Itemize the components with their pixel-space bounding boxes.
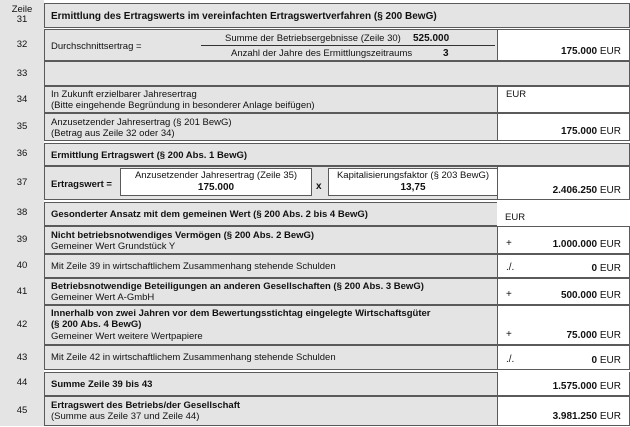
numerator-value: 525.000 (413, 33, 450, 44)
schulden-42-amount-field[interactable] (497, 345, 630, 370)
sign: + (506, 289, 512, 300)
currency: EUR (599, 239, 621, 250)
sign: ./. (506, 262, 515, 273)
box-label: Kapitalisierungsfaktor (§ 203 BewG) (336, 170, 490, 181)
summe-label: Summe Zeile 39 bis 43 (51, 379, 153, 390)
line-number: 44 (0, 370, 44, 397)
currency: EUR (599, 46, 621, 57)
amount: 1.575.000 (552, 381, 598, 392)
line-number: 37 (0, 166, 44, 201)
line-number: 35 (0, 113, 44, 142)
section-title: Ermittlung Ertragswert (§ 200 Abs. 1 BewG) (51, 150, 248, 161)
amount: 175.000 (560, 46, 598, 57)
currency: EUR (599, 263, 621, 274)
fraction-line (201, 45, 495, 46)
denominator-value: 3 (443, 48, 449, 59)
line-number: 34 (0, 86, 44, 114)
line-number: 43 (0, 345, 44, 371)
line-number: 36 (0, 141, 44, 167)
line-number: 33 (0, 61, 44, 87)
section-title-box (44, 202, 498, 226)
currency: EUR (599, 330, 621, 341)
schulden-42-label-box (44, 345, 498, 370)
label-line2: Gemeiner Wert Grundstück Y (51, 241, 176, 252)
label-line1b: (§ 200 Abs. 4 BewG) (51, 319, 142, 330)
beteiligungen-label-box (44, 278, 498, 305)
section-title-box (44, 143, 630, 166)
line-number: 41 (0, 278, 44, 306)
amount: 0 (591, 263, 598, 274)
beteiligungen-amount-field[interactable] (497, 278, 630, 305)
label-line2: Gemeiner Wert A-GmbH (51, 292, 155, 303)
currency-header (497, 202, 630, 226)
line-number: 39 (0, 226, 44, 255)
durchschnittsertrag-label-box (44, 29, 498, 61)
amount: 1.000.000 (552, 239, 598, 250)
empty-row-box (44, 61, 630, 86)
label-line1: Ertragswert des Betriebs/der Gesellschaft (51, 400, 241, 411)
currency: EUR (599, 185, 621, 196)
box-value: 175.000 (197, 182, 235, 193)
schulden-39-amount-field[interactable] (497, 254, 630, 278)
ertragswert-amount-field[interactable] (497, 166, 630, 200)
sign: + (506, 238, 512, 249)
currency: EUR (506, 89, 527, 100)
label-line1: Innerhalb von zwei Jahren vor dem Bewertungsstichtag eingelegte Wirtschaftsgüter (51, 308, 431, 319)
anzusetzender-ertrag-label-box (44, 113, 498, 141)
label-line1: Betriebsnotwendige Beteiligungen an anderen Gesellschaften (§ 200 Abs. 3 BewG) (51, 281, 424, 292)
multiply-sign: x (316, 181, 322, 192)
currency: EUR (599, 355, 621, 366)
anzusetzender-ertrag-amount-field[interactable] (497, 113, 630, 141)
kapitalisierungsfaktor-input[interactable] (328, 168, 498, 196)
grundstueck-amount-field[interactable] (497, 226, 630, 254)
zukunft-ertrag-amount-field[interactable] (497, 86, 630, 113)
amount: 2.406.250 (552, 185, 598, 196)
amount: 3.981.250 (552, 411, 598, 422)
label-line1: Anzusetzender Jahresertrag (§ 201 BewG) (51, 117, 232, 128)
label-line2: (Bitte eingehende Begründung in besonderer Anlage beifügen) (51, 100, 315, 111)
summe-label-box (44, 372, 498, 396)
section-title: Gesonderter Ansatz mit dem gemeinen Wert (§ 200 Abs. 2 bis 4 BewG) (51, 209, 368, 220)
durchschnittsertrag-label: Durchschnittsertrag = (51, 41, 142, 52)
amount: 500.000 (560, 290, 598, 301)
line-number: Zeile 31 (0, 0, 44, 30)
label-line1: Nicht betriebsnotwendiges Vermögen (§ 200 Abs. 2 BewG) (51, 230, 315, 241)
summe-amount-field[interactable] (497, 372, 630, 396)
line-number: 40 (0, 254, 44, 279)
section-title: Ermittlung des Ertragswerts im vereinfachten Ertragswertverfahren (§ 200 BewG) (51, 11, 437, 22)
currency: EUR (599, 411, 621, 422)
line-number: 42 (0, 305, 44, 346)
amount: 75.000 (566, 330, 598, 341)
sign: ./. (506, 354, 515, 365)
label-line1: Mit Zeile 42 in wirtschaftlichem Zusammenhang stehende Schulden (51, 352, 336, 363)
eingelegte-wirtschaftsgueter-label-box (44, 305, 498, 345)
nicht-betriebsnotwendig-label-box (44, 226, 498, 254)
line-number: 45 (0, 396, 44, 427)
gesamt-ertragswert-label-box (44, 396, 498, 426)
ertragswert-label: Ertragswert = (51, 179, 112, 190)
amount: 0 (591, 355, 598, 366)
jahresertrag-input[interactable] (120, 168, 312, 196)
numerator-label: Summe der Betriebsergebnisse (Zeile 30) (225, 33, 401, 44)
zukunft-ertrag-label-box (44, 86, 498, 113)
box-value: 13,75 (400, 182, 426, 193)
currency: EUR (599, 126, 621, 137)
amount: 175.000 (560, 126, 598, 137)
sign: + (506, 329, 512, 340)
label-line2: (Betrag aus Zeile 32 oder 34) (51, 128, 175, 139)
label-line1: In Zukunft erzielbarer Jahresertrag (51, 89, 197, 100)
label-line1: Mit Zeile 39 in wirtschaftlichem Zusammenhang stehende Schulden (51, 261, 336, 272)
label-line2: Gemeiner Wert weitere Wertpapiere (51, 331, 203, 342)
currency: EUR (599, 290, 621, 301)
durchschnittsertrag-amount-field[interactable] (497, 29, 630, 61)
gesamt-ertragswert-amount-field[interactable] (497, 396, 630, 426)
section-title-box (44, 3, 630, 28)
wertpapiere-amount-field[interactable] (497, 305, 630, 345)
schulden-39-label-box (44, 254, 498, 278)
line-number: 38 (0, 200, 44, 227)
line-number: 32 (0, 29, 44, 62)
denominator-label: Anzahl der Jahre des Ermittlungszeitraums (231, 48, 413, 59)
currency: EUR (599, 381, 621, 392)
currency: EUR (505, 212, 526, 223)
box-label: Anzusetzender Jahresertrag (Zeile 35) (134, 170, 298, 181)
label-line2: (Summe aus Zeile 37 und Zeile 44) (51, 411, 200, 422)
